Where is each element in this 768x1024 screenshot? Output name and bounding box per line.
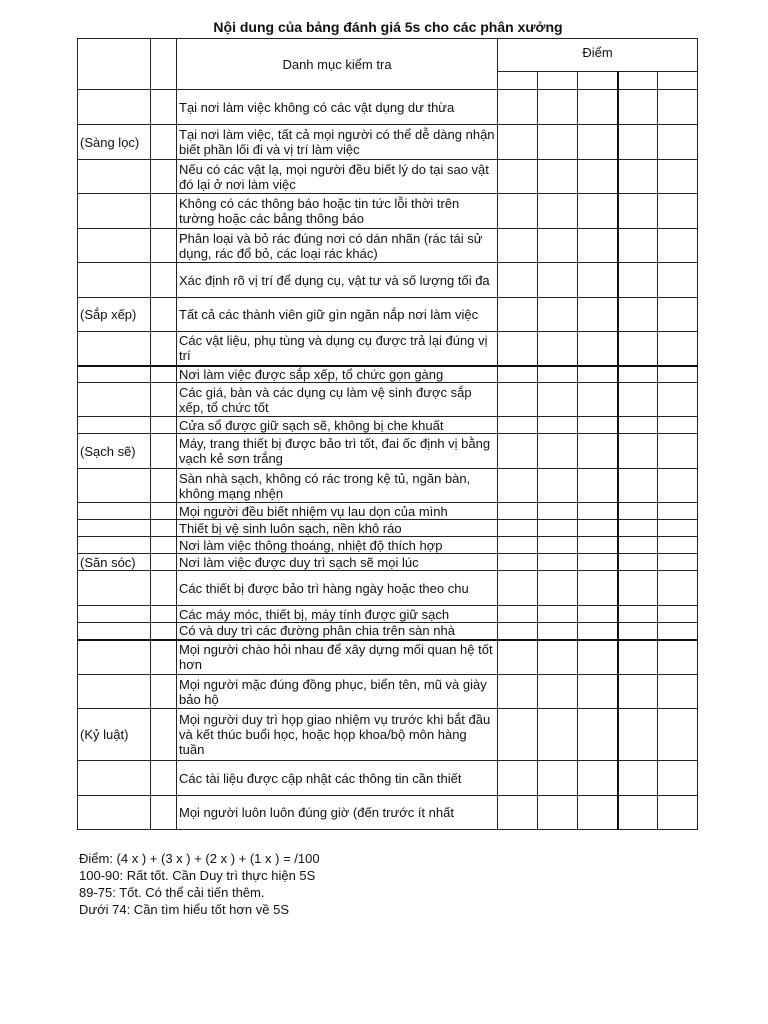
category-cell [78,469,151,503]
index-cell [151,554,177,571]
category-cell [78,417,151,434]
index-cell [151,606,177,623]
table-row [78,469,698,503]
check-item-cell: Các thiết bị được bảo trì hàng ngày hoặc theo chu [177,571,498,606]
check-item-cell: Nơi làm việc thông thoáng, nhiệt độ thích hợp [177,537,498,554]
score-cell[interactable] [578,229,618,263]
score-cell[interactable] [498,537,538,554]
score-cell[interactable] [578,469,618,503]
table-row [78,332,698,366]
index-cell [151,520,177,537]
grade-improve: Dưới 74: Cần tìm hiểu tốt hơn về 5S [79,902,290,917]
score-cell[interactable] [658,503,698,520]
score-cell[interactable] [578,417,618,434]
score-cell[interactable] [578,554,618,571]
score-cell[interactable] [498,298,538,332]
index-cell [151,537,177,554]
score-cell[interactable] [658,571,698,606]
score-cell[interactable] [498,125,538,160]
index-cell [151,503,177,520]
table-row [78,520,698,537]
score-cell[interactable] [538,606,578,623]
score-cell[interactable] [658,761,698,796]
score-cell[interactable] [578,263,618,298]
score-cell[interactable] [498,160,538,194]
check-item-cell: Các giá, bàn và các dụng cụ làm vệ sinh được sắp xếp, tổ chức tốt [177,383,498,417]
score-cell[interactable] [538,520,578,537]
check-item-cell: Mọi người luôn luôn đúng giờ (đến trước ít nhất [177,796,498,830]
category-cell [78,332,151,366]
score-cell[interactable] [618,229,658,263]
score-cell[interactable] [658,709,698,761]
score-cell[interactable] [498,332,538,366]
score-cell[interactable] [618,417,658,434]
score-cell[interactable] [498,263,538,298]
check-item-cell: Mọi người đều biết nhiệm vụ lau dọn của mình [177,503,498,520]
score-cell[interactable] [618,537,658,554]
check-item-cell: Xác định rõ vị trí để dụng cụ, vật tư và số lượng tối đa [177,263,498,298]
score-cell[interactable] [538,125,578,160]
score-cell[interactable] [618,675,658,709]
header-row [78,39,698,72]
score-subcell [618,72,658,90]
index-cell [151,434,177,469]
score-cell[interactable] [618,332,658,366]
score-subcell [538,72,578,90]
category-cell [78,606,151,623]
score-cell[interactable] [538,709,578,761]
table-row [78,90,698,125]
score-cell[interactable] [498,229,538,263]
table-row [78,675,698,709]
score-cell[interactable] [578,298,618,332]
index-cell [151,229,177,263]
index-cell [151,332,177,366]
table-row [78,554,698,571]
score-cell[interactable] [618,90,658,125]
score-cell[interactable] [538,623,578,640]
check-item-cell: Không có các thông báo hoặc tin tức lỗi thời trên tường hoặc các bảng thông báo [177,194,498,229]
score-cell[interactable] [578,640,618,675]
category-cell [78,229,151,263]
table-row [78,298,698,332]
check-items-header: Danh mục kiểm tra [177,39,498,90]
check-item-cell: Các vật liệu, phụ tùng và dụng cụ được trả lại đúng vị trí [177,332,498,366]
score-cell[interactable] [658,298,698,332]
index-cell [151,640,177,675]
score-cell[interactable] [658,554,698,571]
score-cell[interactable] [498,623,538,640]
score-cell[interactable] [498,606,538,623]
score-cell[interactable] [578,761,618,796]
score-cell[interactable] [538,554,578,571]
table-row [78,417,698,434]
table-row [78,761,698,796]
score-cell[interactable] [498,417,538,434]
table-row [78,263,698,298]
check-item-cell: Nơi làm việc được sắp xếp, tổ chức gọn gàng [177,366,498,383]
score-cell[interactable] [658,606,698,623]
score-cell[interactable] [618,571,658,606]
index-cell [151,623,177,640]
score-cell[interactable] [618,469,658,503]
category-cell [78,796,151,830]
score-cell[interactable] [658,623,698,640]
score-cell[interactable] [538,383,578,417]
table-row [78,125,698,160]
score-cell[interactable] [538,160,578,194]
index-cell [151,709,177,761]
score-cell[interactable] [618,160,658,194]
score-cell[interactable] [498,503,538,520]
score-cell[interactable] [538,469,578,503]
score-cell[interactable] [538,571,578,606]
score-cell[interactable] [618,761,658,796]
score-cell[interactable] [538,675,578,709]
check-item-cell: Máy, trang thiết bị được bảo trì tốt, đai ốc định vị bằng vạch kẻ sơn trắng [177,434,498,469]
score-cell[interactable] [538,194,578,229]
score-header: Điểm [498,39,698,72]
score-cell[interactable] [578,623,618,640]
score-cell[interactable] [498,469,538,503]
score-cell[interactable] [538,298,578,332]
table-row [78,160,698,194]
index-cell [151,383,177,417]
category-cell [78,761,151,796]
header-blank-cell [151,39,177,90]
header-blank-cell [78,39,151,90]
category-cell [78,520,151,537]
category-cell [78,537,151,554]
check-item-cell: Thiết bị vệ sinh luôn sạch, nền khô ráo [177,520,498,537]
score-cell[interactable] [658,383,698,417]
document-title: Nội dung của bảng đánh giá 5s cho các phân xưởng [213,19,563,35]
index-cell [151,125,177,160]
score-cell[interactable] [658,263,698,298]
score-cell[interactable] [498,366,538,383]
score-cell[interactable] [618,520,658,537]
check-item-cell: Tại nơi làm việc không có các vật dụng dư thừa [177,90,498,125]
score-cell[interactable] [538,229,578,263]
score-cell[interactable] [658,366,698,383]
index-cell [151,675,177,709]
score-cell[interactable] [658,675,698,709]
score-cell[interactable] [618,503,658,520]
scoring-notes [79,850,320,918]
category-cell [78,383,151,417]
score-cell[interactable] [538,366,578,383]
score-cell[interactable] [578,537,618,554]
score-cell[interactable] [538,796,578,830]
category-cell [78,160,151,194]
score-cell[interactable] [498,90,538,125]
score-cell[interactable] [658,90,698,125]
score-cell[interactable] [618,125,658,160]
score-cell[interactable] [658,417,698,434]
score-cell[interactable] [618,434,658,469]
category-cell: (Kỷ luật) [78,709,151,761]
score-cell[interactable] [498,571,538,606]
score-cell[interactable] [618,640,658,675]
category-cell [78,263,151,298]
score-cell[interactable] [538,640,578,675]
score-cell[interactable] [578,675,618,709]
table-row [78,796,698,830]
score-cell[interactable] [498,761,538,796]
check-item-cell: Nơi làm việc được duy trì sạch sẽ mọi lúc [177,554,498,571]
category-cell: (Sạch sẽ) [78,434,151,469]
score-cell[interactable] [618,194,658,229]
score-cell[interactable] [578,520,618,537]
score-subcell [578,72,618,90]
index-cell [151,796,177,830]
category-cell [78,623,151,640]
index-cell [151,571,177,606]
table-row [78,229,698,263]
score-cell[interactable] [538,434,578,469]
category-cell: (Săn sóc) [78,554,151,571]
score-subcell [498,72,538,90]
score-cell[interactable] [498,434,538,469]
score-subcell [658,72,698,90]
category-cell [78,503,151,520]
score-cell[interactable] [578,434,618,469]
check-item-cell: Tại nơi làm việc, tất cả mọi người có thể dễ dàng nhận biết phần lối đi và vị trí làm việc [177,125,498,160]
category-cell [78,675,151,709]
table-row [78,503,698,520]
check-item-cell: Các tài liệu được cập nhật các thông tin cần thiết [177,761,498,796]
table-row [78,383,698,417]
score-cell[interactable] [578,503,618,520]
score-cell[interactable] [658,194,698,229]
score-cell[interactable] [498,709,538,761]
check-item-cell: Sàn nhà sạch, không có rác trong kệ tủ, ngăn bàn, không mạng nhện [177,469,498,503]
grade-good: 89-75: Tốt. Có thể cải tiến thêm. [79,885,265,900]
score-cell[interactable] [578,90,618,125]
score-cell[interactable] [618,298,658,332]
score-cell[interactable] [578,332,618,366]
score-cell[interactable] [658,537,698,554]
score-cell[interactable] [618,366,658,383]
category-cell [78,90,151,125]
table-row [78,571,698,606]
index-cell [151,160,177,194]
score-cell[interactable] [538,263,578,298]
table-row [78,709,698,761]
check-item-cell: Phân loại và bỏ rác đúng nơi có dán nhãn (rác tái sử dụng, rác đổ bỏ, các loại rác khác) [177,229,498,263]
score-cell[interactable] [618,383,658,417]
category-cell [78,194,151,229]
score-cell[interactable] [498,383,538,417]
table-row [78,606,698,623]
score-cell[interactable] [658,125,698,160]
score-cell[interactable] [618,263,658,298]
check-item-cell: Các máy móc, thiết bị, máy tính được giữ sạch [177,606,498,623]
score-cell[interactable] [618,796,658,830]
check-item-cell: Có và duy trì các đường phân chia trên sàn nhà [177,623,498,640]
table-row [78,537,698,554]
score-cell[interactable] [578,194,618,229]
evaluation-table [77,38,698,830]
score-cell[interactable] [658,332,698,366]
score-cell[interactable] [498,796,538,830]
category-cell [78,640,151,675]
grade-very-good: 100-90: Rất tốt. Cần Duy trì thực hiện 5S [79,868,316,883]
index-cell [151,298,177,332]
score-cell[interactable] [578,125,618,160]
score-cell[interactable] [578,709,618,761]
score-cell[interactable] [498,520,538,537]
check-item-cell: Mọi người duy trì họp giao nhiệm vụ trước khi bắt đầu và kết thúc buổi học, hoặc họp khoa/bộ môn hàng tuần [177,709,498,761]
score-cell[interactable] [658,796,698,830]
score-cell[interactable] [658,434,698,469]
table-row [78,623,698,640]
category-cell: (Sàng lọc) [78,125,151,160]
category-cell: (Sắp xếp) [78,298,151,332]
score-cell[interactable] [578,606,618,623]
index-cell [151,469,177,503]
check-item-cell: Nếu có các vật lạ, mọi người đều biết lý do tại sao vật đó lại ở nơi làm việc [177,160,498,194]
index-cell [151,761,177,796]
category-cell [78,571,151,606]
score-cell[interactable] [658,229,698,263]
score-cell[interactable] [498,640,538,675]
score-cell[interactable] [498,554,538,571]
score-cell[interactable] [578,796,618,830]
index-cell [151,90,177,125]
score-cell[interactable] [538,417,578,434]
score-cell[interactable] [618,554,658,571]
score-cell[interactable] [658,469,698,503]
score-cell[interactable] [538,761,578,796]
table-row [78,640,698,675]
score-cell[interactable] [538,332,578,366]
score-cell[interactable] [658,640,698,675]
check-item-cell: Cửa sổ được giữ sạch sẽ, không bị che khuất [177,417,498,434]
score-cell[interactable] [578,571,618,606]
score-cell[interactable] [538,90,578,125]
score-cell[interactable] [578,383,618,417]
index-cell [151,366,177,383]
score-cell[interactable] [498,675,538,709]
score-cell[interactable] [538,503,578,520]
score-cell[interactable] [618,623,658,640]
index-cell [151,263,177,298]
score-cell[interactable] [618,606,658,623]
index-cell [151,194,177,229]
score-cell[interactable] [538,537,578,554]
score-cell[interactable] [498,194,538,229]
table-row [78,366,698,383]
score-cell[interactable] [618,709,658,761]
score-cell[interactable] [578,160,618,194]
category-cell [78,366,151,383]
score-cell[interactable] [658,160,698,194]
index-cell [151,417,177,434]
score-cell[interactable] [658,520,698,537]
table-row [78,434,698,469]
check-item-cell: Mọi người chào hỏi nhau để xây dựng mối quan hệ tốt hơn [177,640,498,675]
check-item-cell: Mọi người mặc đúng đồng phục, biển tên, mũ và giày bảo hộ [177,675,498,709]
check-item-cell: Tất cả các thành viên giữ gìn ngăn nắp nơi làm việc [177,298,498,332]
table-row [78,194,698,229]
score-cell[interactable] [578,366,618,383]
score-formula: Điểm: (4 x ) + (3 x ) + (2 x ) + (1 x ) = /100 [79,851,320,866]
